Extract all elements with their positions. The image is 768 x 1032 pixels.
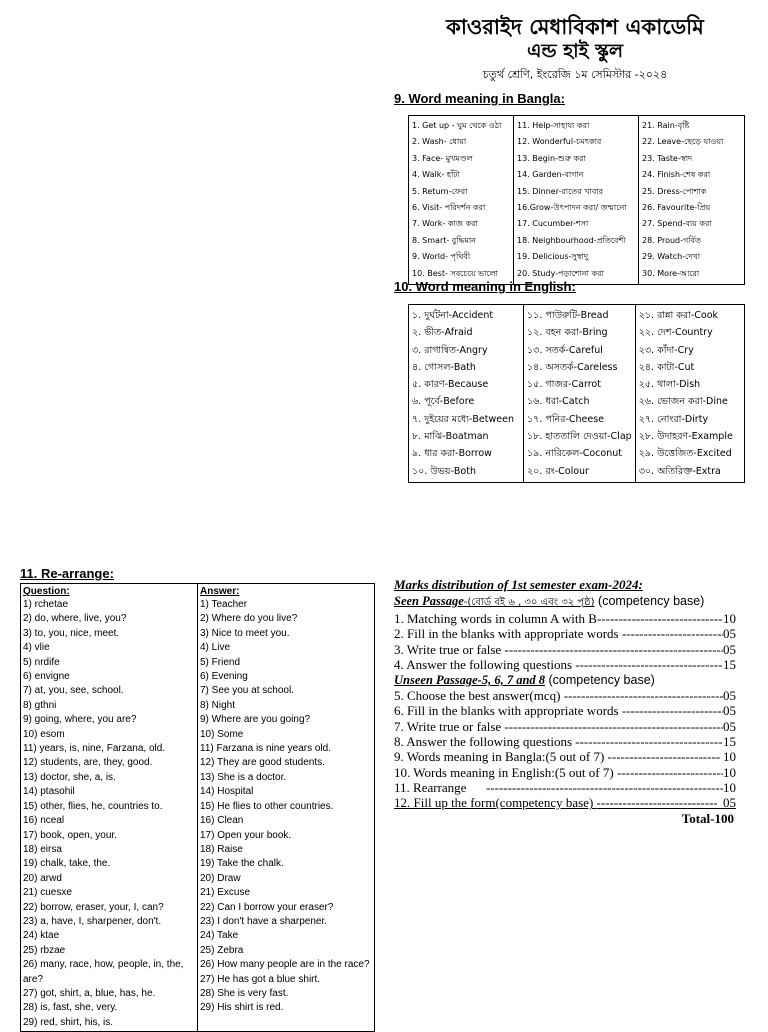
question-list — [23, 598, 195, 1030]
list-item: ২৪. কাটা-Cut — [638, 361, 695, 373]
dotted-leader — [486, 780, 723, 795]
marks-row — [394, 795, 736, 810]
list-item: ২৫. থালা-Dish — [638, 379, 701, 391]
bangla-col-1 — [409, 116, 514, 285]
total-marks: Total-100 — [681, 810, 734, 826]
marks-value: 10 — [723, 611, 736, 626]
marks-value: 05 — [723, 641, 736, 657]
list-item: 26) How many people are in the race? — [200, 959, 370, 971]
list-item: ৩. রাগান্বিত-Angry — [412, 344, 488, 356]
marks-item-text: 6. Fill in the blanks with appropriate words — [394, 703, 622, 719]
list-item: 7) See you at school. — [200, 685, 294, 697]
list-item: ১৩. সতর্ক-Careful — [527, 344, 603, 356]
list-item: ২৯. উত্তেজিত-Excited — [638, 448, 732, 460]
list-item: 26. Favourite-প্রিয় — [642, 202, 711, 212]
list-item: ১৮. হাততালি দেওয়া-Clap — [527, 431, 632, 443]
marks-value: 05 — [716, 795, 736, 811]
marks-title: Marks distribution of 1st semester exam-2024: — [394, 577, 643, 592]
dotted-leader — [504, 642, 723, 657]
marks-value: 10 — [719, 749, 736, 765]
list-item: 22) Can I borrow your eraser? — [200, 901, 334, 913]
list-item: 12) They are good students. — [200, 757, 325, 769]
list-item: 18) Raise — [200, 843, 243, 855]
marks-value: 10 — [723, 779, 736, 795]
school-name-line2: এন্ড হাই স্কুল — [526, 40, 624, 62]
marks-item-text: 8. Answer the following questions — [394, 734, 576, 750]
dotted-leader — [617, 765, 723, 780]
list-item: 2) do, where, live, you? — [23, 613, 127, 625]
list-item: ২৭. নোংরা-Dirty — [638, 413, 709, 425]
dotted-leader — [597, 795, 717, 810]
list-item: 24) ktae — [23, 930, 60, 942]
list-item: 27. Spend-ব্যয় করা — [642, 219, 712, 229]
list-item: ২. ভীত-Afraid — [412, 327, 473, 339]
answer-column — [198, 584, 375, 1032]
marks-item-text: 5. Choose the best answer(mcq) — [394, 688, 564, 704]
marks-value: 15 — [723, 656, 736, 672]
marks-value: 05 — [723, 718, 736, 734]
list-item: 5. Return-ফেরা — [412, 186, 468, 196]
list-item: 29) His shirt is red. — [200, 1002, 284, 1014]
list-item: ২৩. কাঁদা-Cry — [638, 344, 694, 356]
list-item: 18) eirsa — [23, 843, 62, 855]
english-col-1 — [409, 305, 524, 483]
list-item: 10) esom — [23, 728, 65, 740]
marks-value: 10 — [723, 764, 736, 780]
list-item: ১৬. ধরা-Catch — [527, 396, 590, 408]
marks-value: 05 — [723, 626, 736, 642]
list-item: 2) Where do you live? — [200, 613, 298, 625]
list-item: ২১. রান্না করা-Cook — [638, 310, 719, 321]
list-item: 5) Friend — [200, 656, 241, 668]
dotted-leader — [597, 611, 723, 626]
marks-row — [394, 719, 736, 734]
list-item: 10. Best- সবচেয়ে ভালো — [412, 268, 498, 278]
rearrange-table — [20, 583, 375, 1032]
list-item: ৮. মাঝি-Boatman — [412, 431, 489, 443]
list-item: 5) nrdife — [23, 656, 60, 668]
dotted-leader — [622, 703, 723, 718]
list-item: ১৪. অসতর্ক-Careless — [527, 361, 618, 373]
marks-item-text: 4. Answer the following questions — [394, 656, 576, 672]
list-item: 18. Neighbourhood-প্রতিবেশী — [517, 235, 626, 245]
unseen-passage-label: Unseen Passage-5, 6, 7 and 8 — [394, 673, 546, 688]
list-item: 23. Taste-স্বাদ — [642, 153, 693, 163]
list-item: 8) Night — [200, 699, 236, 711]
marks-item-text: 2. Fill in the blanks with appropriate words — [394, 626, 622, 642]
list-item: 16) nceal — [23, 815, 65, 827]
unseen-passage-tag: (competency base) — [545, 673, 655, 688]
unseen-items — [394, 688, 736, 810]
seen-passage-tag: (competency base) — [594, 594, 705, 608]
unseen-passage-heading — [394, 672, 736, 688]
list-item: 21) Excuse — [200, 887, 251, 899]
list-item: ১২. বহন করা-Bring — [527, 327, 608, 339]
list-item: 20) Draw — [200, 872, 241, 884]
list-item: 11. Help-সাহায্য করা — [517, 121, 590, 130]
marks-item-text: 12. Fill up the form(competency base) — [394, 795, 597, 811]
list-item: 13) She is a doctor. — [200, 771, 287, 783]
english-meaning-table — [408, 304, 745, 483]
list-item: 13) doctor, she, a, is. — [23, 771, 116, 783]
list-item: 23) a, have, I, sharpener, don't. — [23, 915, 162, 927]
list-item: 19) chalk, take, the. — [23, 858, 111, 870]
dotted-leader — [564, 688, 723, 703]
marks-row — [394, 734, 736, 749]
list-item: ৩০. অতিরিক্ত-Extra — [638, 465, 721, 477]
marks-item-text: 9. Words meaning in Bangla:(5 out of 7) — [394, 749, 608, 765]
list-item: 1) rchetae — [23, 599, 69, 610]
list-item: 12. Wonderful-চমৎকার — [517, 137, 602, 147]
list-item: 4. Walk- হাঁটা — [412, 170, 460, 180]
list-item: 23) I don't have a sharpener. — [200, 915, 327, 927]
marks-row — [394, 642, 736, 657]
list-item: 3) to, you, nice, meet. — [23, 627, 120, 639]
bangla-col-3 — [639, 116, 745, 285]
list-item: ২২. দেশ-Country — [638, 327, 713, 339]
class-semester-line: চতুর্থ শ্রেণি, ইংরেজি ১ম সেমিস্টার -২০২৪ — [482, 68, 668, 81]
list-item: 3) Nice to meet you. — [200, 627, 290, 639]
list-item: ৭. দুইয়ের মধ্যে-Between — [412, 413, 514, 425]
bangla-meaning-table — [408, 115, 745, 285]
marks-value: 15 — [723, 734, 736, 750]
list-item: ৫. কারণ-Because — [412, 379, 489, 391]
list-item: 28. Proud-গর্বিত — [642, 235, 701, 245]
marks-item-text: 1. Matching words in column A with B — [394, 611, 597, 626]
marks-item-text: 7. Write true or false — [394, 718, 505, 734]
bangla-col-2 — [514, 116, 639, 285]
marks-row — [394, 749, 736, 764]
list-item: ১০. উভয়-Both — [412, 465, 476, 477]
list-item: 20) arwd — [23, 872, 62, 884]
list-item: 30. More-আরো — [642, 268, 700, 278]
list-item: 9. World- পৃথিবী — [412, 252, 471, 262]
list-item: 1. Get up - ঘুম থেকে ওঠা — [412, 121, 502, 130]
list-item: ১৫. গাজর-Carrot — [527, 379, 601, 391]
list-item: 27) He has got a blue shirt. — [200, 973, 321, 985]
list-item: 7. Work- কাজ করা — [412, 219, 478, 229]
marks-item-text: 10. Words meaning in English:(5 out of 7) — [394, 764, 617, 780]
marks-row — [394, 780, 736, 795]
list-item: 17) Open your book. — [200, 829, 292, 841]
list-item: 2. Wash- ধোয়া — [412, 137, 467, 147]
list-item: 14) ptasohil — [23, 786, 75, 798]
list-item: 6) Evening — [200, 671, 248, 683]
list-item: 14) Hospital — [200, 786, 254, 798]
dotted-leader — [575, 734, 723, 749]
dotted-leader — [504, 719, 723, 734]
list-item: 21) cuesxe — [23, 887, 72, 899]
list-item: 28) is, fast, she, very. — [23, 1002, 118, 1014]
list-item: ১. দুর্ঘটনা-Accident — [412, 310, 494, 321]
marks-row — [394, 688, 736, 703]
english-col-3 — [635, 305, 744, 483]
list-item: 17. Cucumber-শসা — [517, 219, 589, 229]
marks-row — [394, 765, 736, 780]
list-item: 26) many, race, how, people, in, the, are? — [23, 959, 184, 985]
marks-row — [394, 657, 736, 672]
list-item: 11) years, is, nine, Farzana, old. — [23, 743, 166, 755]
list-item: ২০. রং-Colour — [527, 465, 589, 477]
section10-title: 10. Word meaning in English: — [394, 279, 576, 294]
marks-distribution — [394, 577, 736, 827]
list-item: 17) book, open, your. — [23, 829, 117, 841]
list-item: 29) red, shirt, his, is. — [23, 1016, 114, 1028]
marks-row — [394, 626, 736, 641]
list-item: 19. Delicious-সুস্বাদু — [517, 252, 589, 262]
list-item: 19) Take the chalk. — [200, 858, 284, 870]
marks-value: 05 — [723, 688, 736, 704]
marks-row — [394, 611, 736, 626]
marks-item-text: 11. Rearrange — [394, 779, 486, 795]
list-item: 10) Some — [200, 728, 244, 740]
list-item: 29. Watch-দেখা — [642, 252, 701, 262]
list-item: 25) rbzae — [23, 944, 66, 956]
dotted-leader — [575, 657, 723, 672]
list-item: 6. Visit- পরিদর্শন করা — [412, 202, 486, 212]
list-item: 21. Rain-বৃষ্টি — [642, 121, 690, 130]
list-item: 7) at, you, see, school. — [23, 685, 124, 697]
answer-header: Answer: — [200, 586, 240, 597]
marks-row — [394, 703, 736, 718]
list-item: 4) vlie — [23, 642, 50, 654]
list-item: 28) She is very fast. — [200, 987, 289, 999]
list-item: 9) Where are you going? — [200, 714, 311, 726]
list-item: 24. Finish-শেষ করা — [642, 170, 711, 180]
marks-value: 05 — [723, 703, 736, 719]
list-item: ৯. ধার করা-Borrow — [412, 448, 492, 460]
list-item: 11) Farzana is nine years old. — [200, 743, 331, 755]
list-item: 1) Teacher — [200, 599, 248, 610]
list-item: 6) envigne — [23, 671, 70, 683]
list-item: 25. Dress-পোশাক — [642, 186, 707, 196]
dotted-leader — [608, 749, 720, 764]
list-item: 8. Smart- বুদ্ধিমান — [412, 235, 476, 245]
section9-title: 9. Word meaning in Bangla: — [394, 91, 565, 106]
section11-title: 11. Re-arrange: — [20, 566, 114, 581]
school-name-line1: কাওরাইদ মেধাবিকাশ একাডেমি — [446, 14, 704, 39]
marks-item-text: 3. Write true or false — [394, 641, 505, 657]
list-item: 8) gthni — [23, 699, 57, 711]
list-item: ২৮. উদাহরণ-Example — [638, 431, 733, 443]
list-item: ৪. গোসল-Bath — [412, 361, 476, 373]
list-item: ৬. পূর্বে-Before — [412, 396, 475, 408]
english-col-2 — [524, 305, 636, 483]
answer-list — [200, 598, 372, 1016]
seen-passage-label: Seen Passage — [394, 594, 464, 608]
dotted-leader — [622, 626, 723, 641]
question-column — [21, 584, 198, 1032]
list-item: 3. Face- মুখমণ্ডল — [412, 153, 473, 163]
list-item: ১৭. পনির-Cheese — [527, 413, 605, 425]
list-item: 22) borrow, eraser, your, I, can? — [23, 901, 164, 913]
list-item: 13. Begin-শুরু করা — [517, 153, 586, 163]
list-item: 24) Take — [200, 930, 239, 942]
question-header: Question: — [23, 586, 70, 597]
list-item: 25) Zebra — [200, 944, 244, 956]
list-item: 15) He flies to other countries. — [200, 800, 334, 812]
list-item: 22. Leave-ছেড়ে যাওয়া — [642, 137, 724, 147]
list-item: 16.Grow-উৎপাদন করা/ জন্মানো — [517, 202, 627, 212]
school-header — [380, 14, 768, 84]
list-item: 16) Clean — [200, 815, 244, 827]
list-item: 12) students, are, they, good. — [23, 757, 153, 769]
list-item: ২৬. ভোজন করা-Dine — [638, 396, 728, 408]
seen-items — [394, 611, 736, 672]
list-item: 20. Study-পড়াশোনা করা — [517, 268, 604, 278]
list-item: 14. Garden-বাগান — [517, 170, 584, 180]
list-item: ১৯. নারিকেল-Coconut — [527, 448, 622, 460]
list-item: 27) got, shirt, a, blue, has, he. — [23, 987, 156, 999]
list-item: 9) going, where, you are? — [23, 714, 137, 726]
list-item: ১১. পাউরুটি-Bread — [527, 310, 609, 321]
list-item: 15) other, flies, he, countries to. — [23, 800, 163, 812]
list-item: 4) Live — [200, 642, 231, 654]
seen-passage-note: -(বোর্ড বই ৬ , ৩০ এবং ৩২ পৃষ্ঠ) — [463, 597, 595, 608]
list-item: 15. Dinner-রাতের খাবার — [517, 186, 604, 196]
seen-passage-heading — [394, 593, 736, 611]
